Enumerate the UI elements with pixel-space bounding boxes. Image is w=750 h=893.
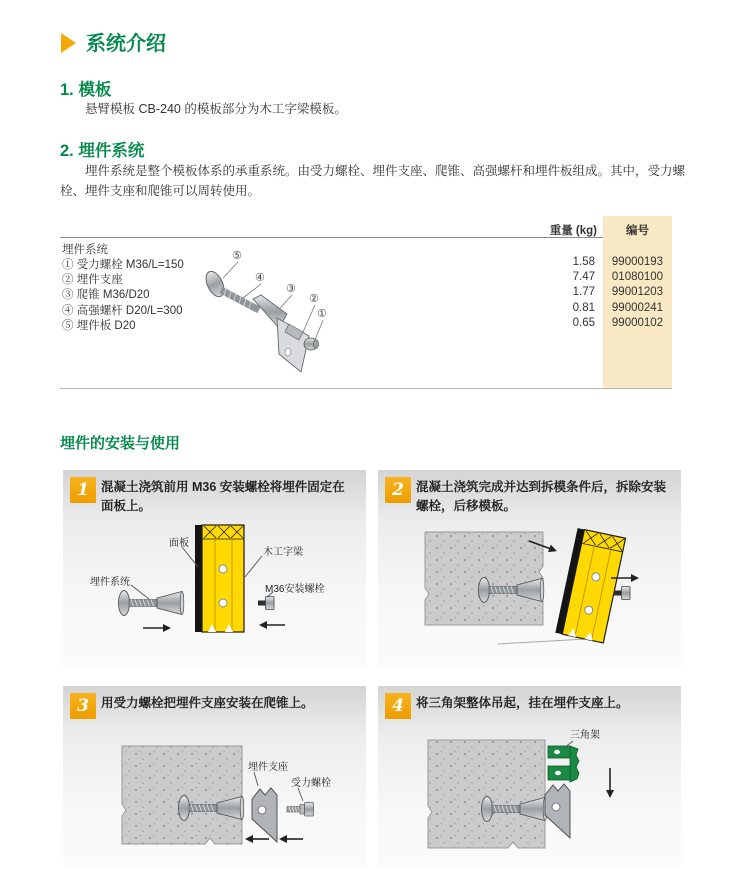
- part-code: 99000241: [611, 302, 664, 314]
- part-code: 99001203: [611, 286, 664, 298]
- step-text: 用受力螺栓把埋件支座安装在爬锥上。: [101, 696, 314, 710]
- callout-1: ①: [317, 308, 327, 320]
- part-weight: 0.65: [572, 317, 595, 329]
- code-column-header: 编号: [626, 225, 649, 237]
- part-code: 99000193: [611, 256, 664, 268]
- step-number: 3: [77, 696, 89, 716]
- step-number-badge: [385, 693, 411, 719]
- part-label: ② 埋件支座: [62, 274, 123, 286]
- step-number: 4: [392, 696, 404, 716]
- step-panel-2: [378, 470, 681, 668]
- label-face-panel: 面板: [169, 538, 189, 549]
- step-3-illustration: [63, 726, 366, 866]
- step-panel-4: [378, 686, 681, 866]
- part-weight: 1.58: [572, 256, 595, 268]
- step-number-badge: [70, 693, 96, 719]
- step-2-illustration: [378, 520, 681, 668]
- step-text: 将三角架整体吊起，挂在埋件支座上。: [416, 696, 629, 710]
- label-install-bolt: M36安装螺栓: [265, 584, 325, 595]
- part-label: ④ 高强螺杆 D20/L=300: [62, 305, 183, 317]
- step-text: 混凝土浇筑前用 M36 安装螺栓将埋件固定在面板上。: [101, 480, 345, 513]
- label-load-bolt: 受力螺栓: [291, 778, 331, 789]
- weight-column-header: 重量 (kg): [549, 225, 597, 237]
- table-row: [0, 317, 750, 332]
- table-row: [0, 271, 750, 286]
- callout-2: ②: [309, 293, 319, 305]
- part-label: ③ 爬锥 M36/D20: [62, 289, 150, 301]
- section-1-title: 1. 模板: [60, 81, 112, 99]
- table-group-label: 埋件系统: [62, 244, 108, 256]
- part-code: 99000102: [611, 317, 664, 329]
- part-label: ⑤ 埋件板 D20: [62, 320, 136, 332]
- table-bottom-rule: [60, 388, 672, 389]
- label-support: 埋件支座: [248, 762, 288, 773]
- table-row: [0, 256, 750, 271]
- step-4-illustration: [378, 726, 681, 866]
- part-code: 01080100: [611, 271, 664, 283]
- install-heading: 埋件的安装与使用: [60, 435, 181, 452]
- label-wood-beam: 木工字梁: [263, 547, 303, 558]
- step-number-badge: [70, 477, 96, 503]
- part-weight: 0.81: [572, 302, 595, 314]
- step-number: 1: [77, 480, 89, 500]
- part-weight: 1.77: [572, 286, 595, 298]
- step-text: 混凝土浇筑完成并达到拆模条件后，拆除安装螺栓，后移模板。: [416, 480, 667, 513]
- section-marker-icon: [61, 33, 76, 53]
- part-weight: 7.47: [572, 271, 595, 283]
- step-panel-3: [63, 686, 366, 866]
- callout-3: ③: [286, 283, 296, 295]
- table-row: [0, 302, 750, 317]
- table-row: [0, 286, 750, 301]
- part-label: ① 受力螺栓 M36/L=150: [62, 259, 184, 271]
- assembly-drawing: [185, 248, 345, 388]
- step-panel-1: [63, 470, 366, 668]
- label-anchor-system: 埋件系统: [90, 577, 130, 588]
- step-1-illustration: [63, 515, 366, 668]
- section-1-body: 悬臂模板 CB-240 的模板部分为木工字梁模板。: [85, 102, 347, 116]
- callout-5: ⑤: [232, 250, 242, 262]
- callout-4: ④: [255, 272, 265, 284]
- label-triangle-frame: 三角架: [570, 730, 600, 741]
- step-number: 2: [392, 480, 404, 500]
- section-2-body: 埋件系统是整个模板体系的承重系统。由受力螺栓、埋件支座、爬锥、高强螺杆和埋件板组成。其中，受力螺栓、埋件支座和爬锥可以周转使用。: [60, 164, 686, 198]
- page-title: 系统介绍: [86, 33, 166, 55]
- step-number-badge: [385, 477, 411, 503]
- table-header-rule: [60, 237, 603, 238]
- section-2-title: 2. 埋件系统: [60, 142, 145, 160]
